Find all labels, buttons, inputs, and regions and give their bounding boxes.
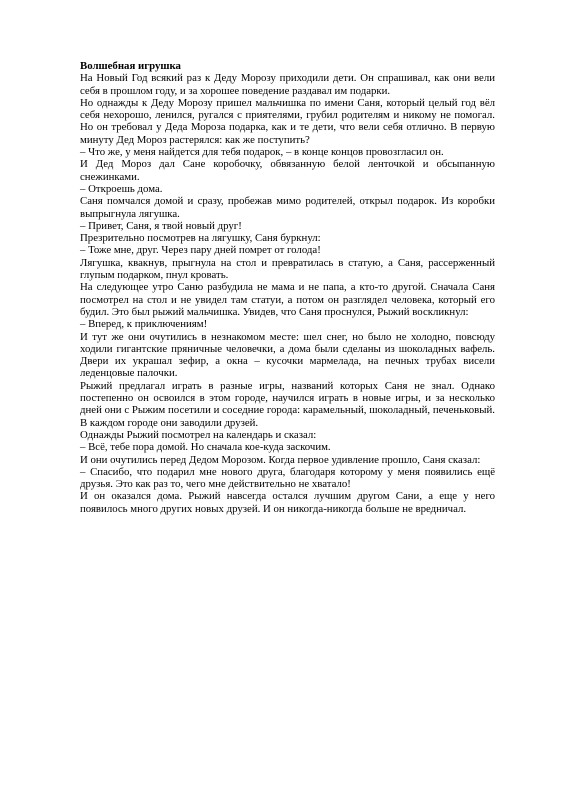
paragraph: И он оказался дома. Рыжий навсегда остался лучшим другом Сани, а еще у него появилось много других новых друзей. И он никогда-никогда больше не вредничал. [80,490,495,515]
dialogue-line: – Всё, тебе пора домой. Но сначала кое-куда заскочим. [80,441,331,454]
dialogue-line: – Откроешь дома. [80,182,163,195]
dialogue-line: – Тоже мне, друг. Через пару дней помрет от голода! [80,244,321,257]
paragraph: И тут же они очутились в незнакомом месте: шел снег, но было не холодно, повсюду ходили гигантские пряничные человечки, а дома были сделаны из шоколадных вафель. Двери их украшал зефир, а окна – кусочки мармелада, на печных трубах висели леденцовые палочки. [80,330,495,380]
document-body [80,60,495,515]
document-title: Волшебная игрушка [80,60,181,72]
paragraph: На следующее утро Саню разбудила не мама и не папа, а кто-то другой. Сначала Саня посмотрел на стол и не увидел там статуи, а потом он разглядел человека, который его будил. Это был рыжий мальчишка. Увидев, что Саня проснулся, Рыжий воскликнул: [80,281,495,318]
paragraph: Однажды Рыжий посмотрел на календарь и сказал: [80,428,317,441]
paragraph: Лягушка, квакнув, прыгнула на стол и превратилась в статую, а Саня, рассерженный глупым подарком, пнул кровать. [80,256,495,282]
paragraph: Рыжий предлагал играть в разные игры, названий которых Саня не знал. Однако постепенно он освоился в этом городе, научился играть в новые игры, и за несколько дней они с Рыжим посетили и соседние города: карамельный, шоколадный, печеньковый. В каждом городе они заводили друзей. [80,379,495,429]
paragraph: На Новый Год всякий раз к Деду Морозу приходили дети. Он спрашивал, как они вели себя в прошлом году, и за хорошее поведение раздавал им подарки. [80,72,495,97]
paragraph: И они очутились перед Дедом Морозом. Когда первое удивление прошло, Саня сказал: [80,453,481,466]
dialogue-line: – Вперед, к приключениям! [80,318,208,331]
dialogue-line: – Привет, Саня, я твой новый друг! [80,219,242,232]
paragraph: Саня помчался домой и сразу, пробежав мимо родителей, открыл подарок. Из коробки выпрыгнула лягушка. [80,195,495,220]
paragraph: Но однажды к Деду Морозу пришел мальчишка по имени Саня, который целый год вёл себя нехорошо, ленился, ругался с приятелями, грубил родителям и никому не помогал. Но он требовал у Деда Мороза подарка, как и те дети, что вели себя отлично. В первую минуту Дед Мороз растерялся: как же поступить? [80,96,495,146]
paragraph: И Дед Мороз дал Сане коробочку, обвязанную белой ленточкой и обсыпанную снежинками. [80,158,495,183]
dialogue-line: – Что же, у меня найдется для тебя подарок, – в конце концов провозгласил он. [80,146,444,159]
dialogue-line: – Спасибо, что подарил мне нового друга, благодаря которому у меня появились ещё друзья. Это как раз то, чего мне действительно не хватало! [80,465,495,491]
paragraph: Презрительно посмотрев на лягушку, Саня буркнул: [80,232,321,245]
